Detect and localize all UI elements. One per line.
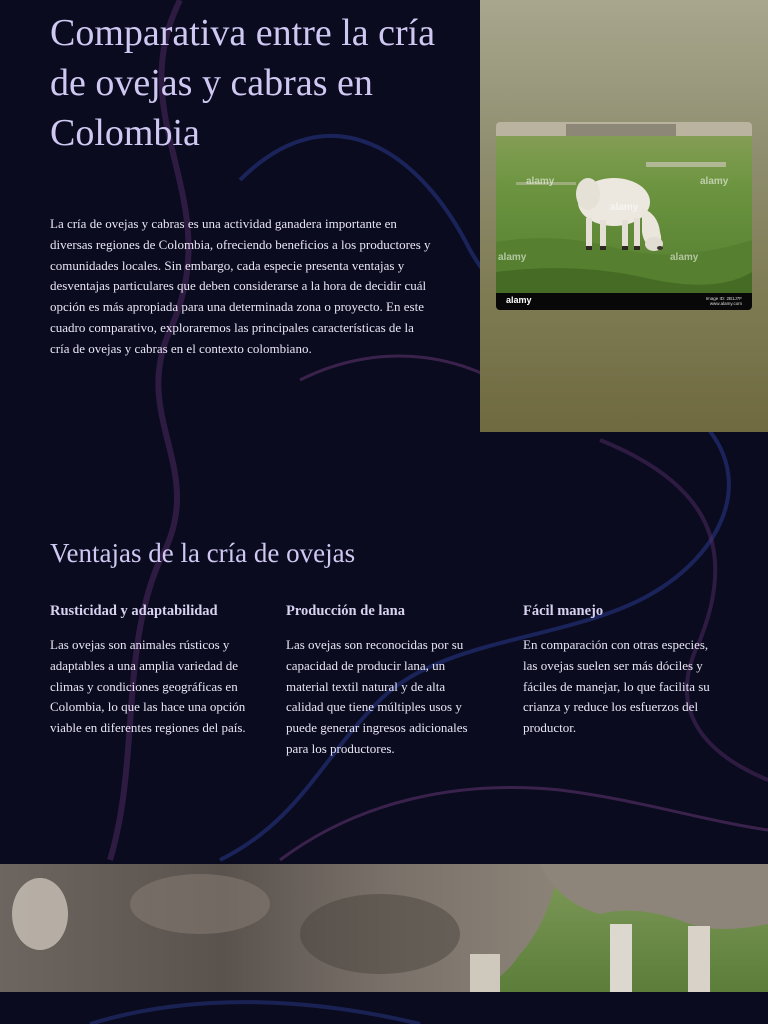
alamy-logo: alamy [506,295,532,305]
watermark-text: alamy [498,252,527,263]
sheep-wool-image [0,864,768,992]
sheep-advantages-slide [0,432,768,864]
watermark-text: alamy [526,176,555,187]
advantage-heading: Fácil manejo [523,603,604,619]
watermark-text: alamy [670,252,699,263]
section-title: Ventajas de la cría de ovejas [50,538,356,568]
advantage-heading: Rusticidad y adaptabilidad [50,603,218,619]
photo-credit-bar [496,293,752,310]
watermark-text: alamy [700,176,729,187]
advantage-text: Las ovejas son reconocidas por su capacidad de producir lana, un material textil natural y de alta calidad que tiene múltiples usos y puede generar ingresos adicionales para los productores. [286,637,468,756]
watermark-text: alamy [610,202,639,213]
advantage-column [523,600,718,739]
photo-panel [480,0,768,432]
intro-slide [0,0,768,432]
advantage-text: Las ovejas son animales rústicos y adaptables a una amplia variedad de climas y condiciones geográficas en Colombia, lo que las hace una opción viable en diferentes regiones del país. [50,637,246,736]
page-title: Comparativa entre la cría de ovejas y cabras en Colombia [50,12,436,154]
image-id: Image ID: 2B1J7F www.alamy.com [705,296,742,306]
advantage-column [286,600,471,760]
advantage-column [50,600,250,739]
advantage-heading: Producción de lana [286,603,405,619]
lamb-illustration [496,122,752,310]
lamb-grazing-image [496,122,752,310]
advantage-text: En comparación con otras especies, las ovejas suelen ser más dóciles y fáciles de manejar, lo que facilita su crianza y reduce los esfuerzos del productor. [523,637,710,736]
intro-paragraph: La cría de ovejas y cabras es una actividad ganadera importante en diversas regiones de Colombia, ofreciendo beneficios a los productores y comunidades locales. Sin embargo, cada especie presenta ventajas y desventajas particulares que deben considerarse a la hora de decidir cuál opción es más apropiada para una determinada zona o proyecto. En este cuadro comparativo, exploraremos las principales características de la cría de ovejas y cabras en el contexto colombiano. [50,216,431,356]
